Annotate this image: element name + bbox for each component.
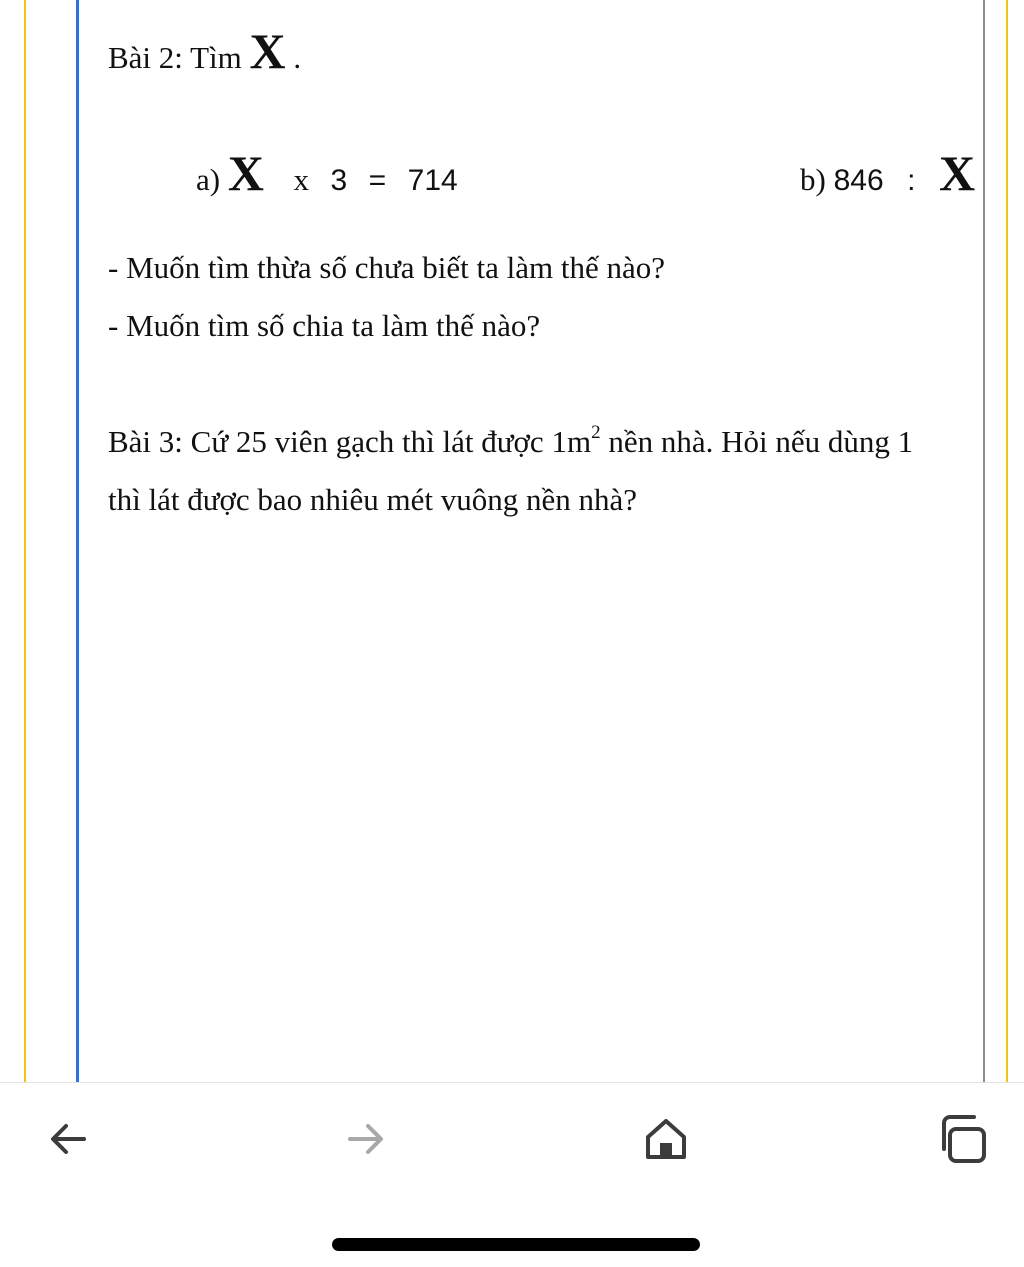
exercise-3-text-end: nền nhà. Hỏi nếu dùng 1 [600, 424, 914, 459]
variable-x: X [227, 145, 264, 201]
heading-text: Bài 2: Tìm [108, 40, 242, 75]
hint-line-2: - Muốn tìm số chia ta làm thế nào? [108, 308, 541, 343]
page-border-outer-right [1006, 0, 1008, 1082]
part-a-label: a) [196, 162, 221, 197]
variable-x: X [249, 23, 286, 79]
hint-line-1: - Muốn tìm thừa số chưa biết ta làm thế nào? [108, 250, 666, 285]
factor: 3 [330, 164, 348, 197]
exercise-3-line-1 [108, 424, 913, 460]
home-indicator-bar[interactable] [332, 1238, 700, 1251]
home-button[interactable] [634, 1107, 698, 1171]
page-border-outer-left [24, 0, 26, 1082]
exercise-3-text-start: Bài 3: Cứ 25 viên gạch thì lát được 1m [108, 424, 592, 459]
multiply-sign: x [293, 162, 309, 197]
heading-suffix: . [285, 40, 302, 75]
browser-bottom-bar [0, 1082, 1024, 1267]
exercise-2-part-a [196, 145, 458, 201]
home-icon [643, 1116, 689, 1162]
back-button[interactable] [36, 1107, 100, 1171]
exercise-2-part-b [800, 145, 976, 201]
exercise-3-line-2: thì lát được bao nhiêu mét vuông nền nhà? [108, 482, 638, 517]
divide-sign: : [907, 164, 916, 197]
page-margin-line-left [76, 0, 79, 1082]
exercise-2-heading [108, 23, 302, 79]
square-exponent: 2 [591, 422, 601, 443]
page-edge-right [983, 0, 985, 1082]
dividend: 846 [833, 164, 884, 197]
document-content [108, 0, 983, 1082]
variable-x: X [938, 145, 976, 201]
product: 714 [407, 164, 458, 197]
part-b-label: b) [800, 162, 826, 197]
equals-sign: = [368, 164, 387, 197]
arrow-right-icon [344, 1117, 388, 1161]
forward-button[interactable] [334, 1107, 398, 1171]
arrow-left-icon [46, 1117, 90, 1161]
tabs-button[interactable] [930, 1107, 994, 1171]
tabs-icon [934, 1113, 990, 1165]
